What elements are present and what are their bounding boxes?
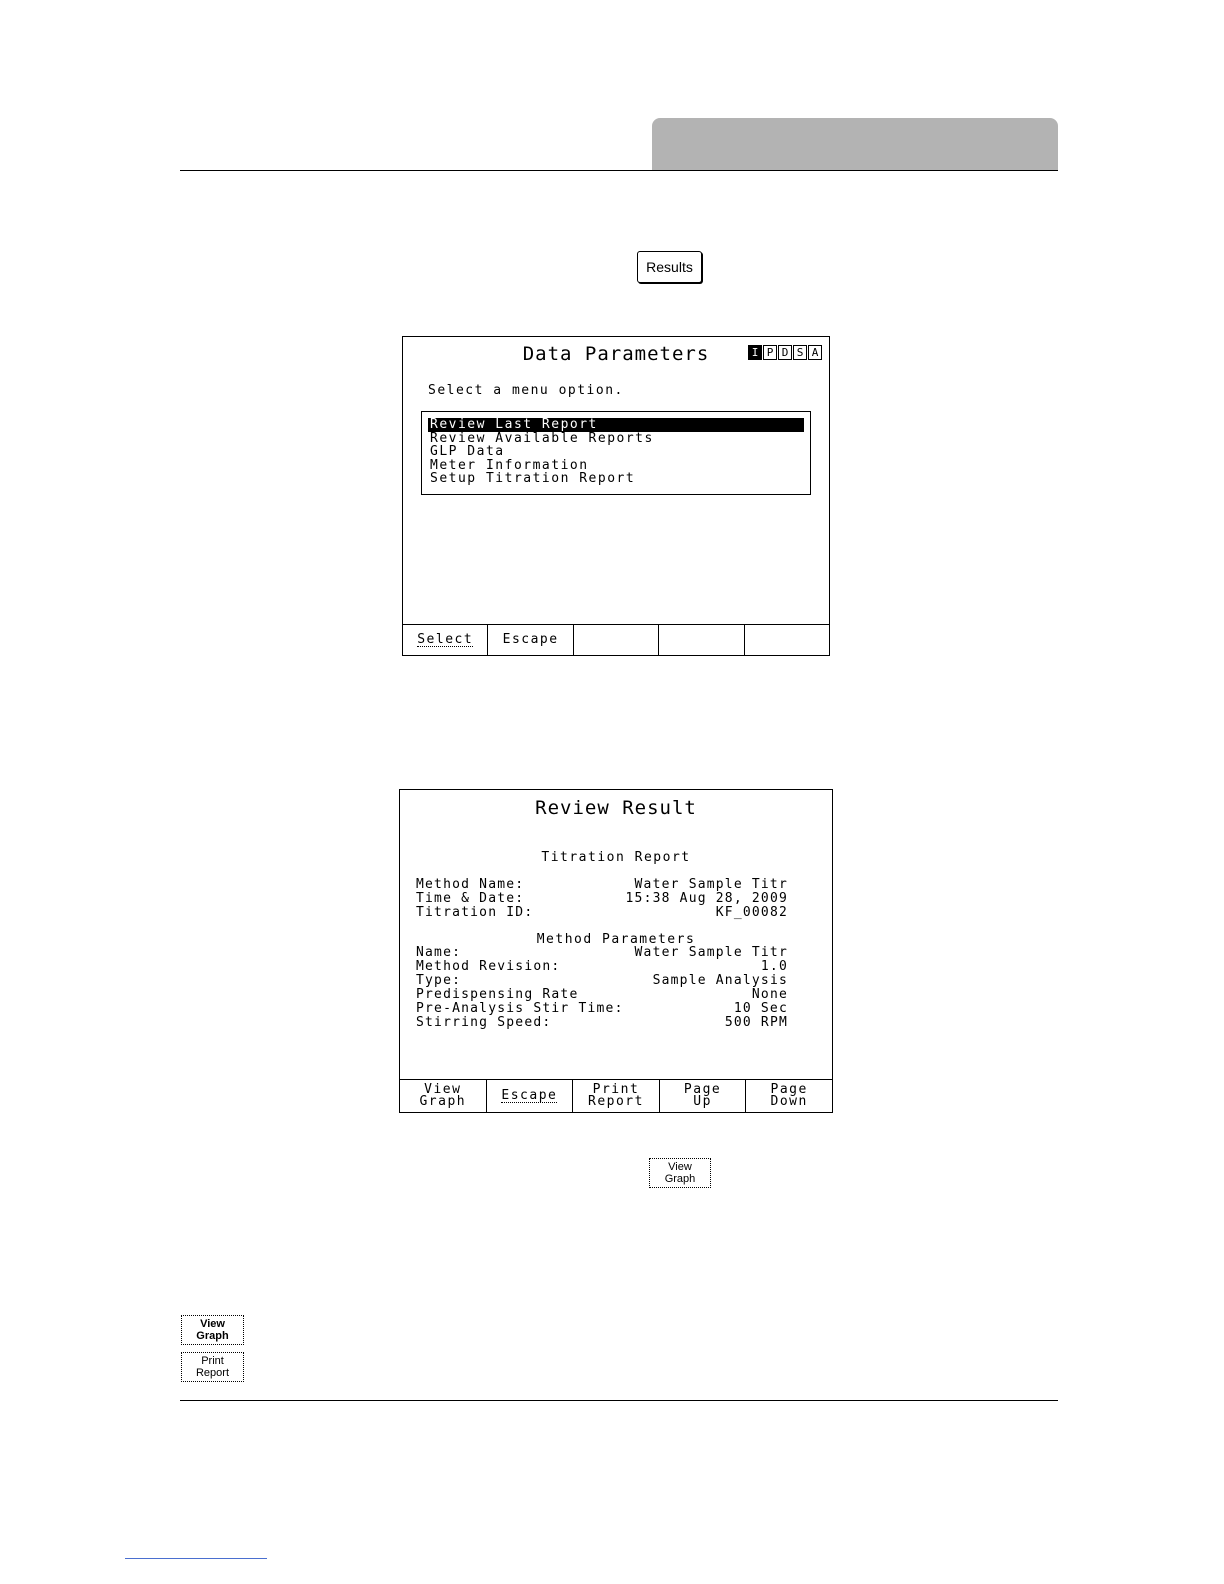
report-info	[416, 878, 788, 920]
menu-list	[421, 411, 811, 495]
footer-rule	[180, 1400, 1058, 1401]
softkey-print-report[interactable]: Print Report	[573, 1080, 660, 1112]
menu-item-setup-titration-report[interactable]: Setup Titration Report	[430, 471, 636, 486]
mode-indicator-i: I	[748, 345, 762, 360]
footer-link-underline	[125, 1558, 267, 1559]
param-row: Name: Water Sample Titr	[416, 945, 788, 960]
softkey-bar	[403, 624, 829, 655]
param-row: Predispensing Rate None	[416, 987, 788, 1002]
mode-indicator-p: P	[763, 345, 777, 360]
softkey-select[interactable]: Select	[403, 625, 488, 655]
softkey-escape[interactable]: Escape	[488, 625, 573, 655]
mode-indicator-s: S	[793, 345, 807, 360]
softkey-4[interactable]	[659, 625, 744, 655]
softkey-3[interactable]	[574, 625, 659, 655]
param-row: Pre-Analysis Stir Time: 10 Sec	[416, 1001, 788, 1016]
menu-prompt: Select a menu option.	[428, 383, 624, 398]
mode-indicators	[748, 345, 822, 360]
menu-item-review-available-reports[interactable]: Review Available Reports	[430, 430, 654, 446]
data-parameters-screen	[402, 336, 830, 656]
results-key[interactable]	[637, 251, 702, 283]
softkey-escape[interactable]: Escape	[487, 1080, 574, 1112]
review-result-screen	[399, 789, 833, 1113]
softkey-5[interactable]	[745, 625, 829, 655]
screen-title: Data Parameters	[522, 343, 710, 365]
menu-item-glp-data[interactable]: GLP Data	[430, 444, 505, 459]
softkey-page-down[interactable]: Page Down	[770, 1082, 808, 1109]
header-rule	[180, 170, 1058, 171]
method-parameters	[416, 946, 788, 1030]
softkey-page-up[interactable]: Page Up	[660, 1080, 747, 1112]
screen-title: Review Result	[535, 797, 697, 819]
param-row: Type: Sample Analysis	[416, 973, 788, 988]
legend-view-graph-key[interactable]: View Graph	[181, 1315, 244, 1345]
param-row: Stirring Speed: 500 RPM	[416, 1015, 788, 1030]
menu-item-review-last-report[interactable]: Review Last Report	[428, 418, 804, 432]
report-row: Method Name: Water Sample Titr	[416, 877, 788, 892]
view-graph-key[interactable]: View Graph	[649, 1158, 711, 1188]
params-heading: Method Parameters	[536, 932, 696, 947]
report-heading: Titration Report	[541, 850, 691, 865]
mode-indicator-d: D	[778, 345, 792, 360]
header-tab	[652, 118, 1058, 170]
report-row: Time & Date: 15:38 Aug 28, 2009	[416, 891, 788, 906]
report-row: Titration ID: KF_00082	[416, 905, 788, 920]
legend-print-report-key[interactable]: Print Report	[181, 1352, 244, 1382]
menu-item-meter-information[interactable]: Meter Information	[430, 457, 589, 473]
softkey-view-graph[interactable]: View Graph	[400, 1080, 487, 1112]
mode-indicator-a: A	[808, 345, 822, 360]
param-row: Method Revision: 1.0	[416, 959, 788, 974]
results-key-label: Results	[646, 259, 693, 275]
softkey-bar	[400, 1079, 832, 1112]
